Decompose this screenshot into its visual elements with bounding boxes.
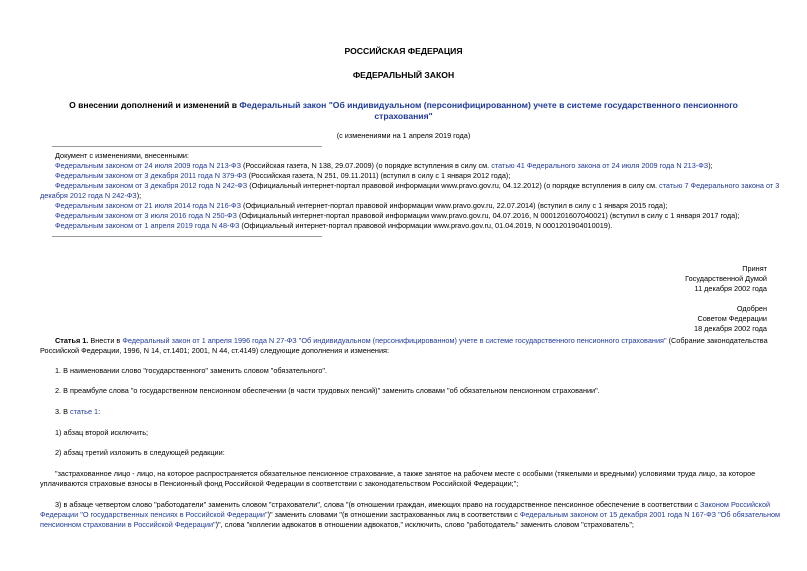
law-title-line2[interactable]: страхования": [374, 111, 433, 121]
subparagraph-3: 3) в абзаце четвертом слово "работодатели" заменить словом "страхователи", слова "(в отношении граждан, имеющих право на государственное пенсионное обеспечение в соответствии с Законом Российской: [55, 500, 771, 509]
law-title-prefix: О внесении дополнений и изменений в: [69, 100, 240, 110]
approved-date: 18 декабря 2002 года: [694, 324, 767, 333]
country-heading: РОССИЙСКАЯ ФЕДЕРАЦИЯ: [344, 46, 463, 56]
paragraph-2: 2. В преамбуле слова "о государственном пенсионном обеспечении (в части трудовых пенсий)" заменить словами "об обязательном пенсионном страховании".: [55, 386, 600, 395]
paragraph-1: 1. В наименовании слово "государственного" заменить словом "обязательного".: [55, 366, 327, 375]
revision-note: (с изменениями на 1 апреля 2019 года): [336, 131, 471, 140]
amendment-link-secondary[interactable]: декабря 2012 года N 242-ФЗ: [40, 191, 137, 200]
law-reference-link[interactable]: Федеральным законом от 15 декабря 2001 года N 167-ФЗ "Об обязательном: [519, 510, 781, 519]
adopted-date: 11 декабря 2002 года: [694, 284, 767, 293]
amendment-link[interactable]: Федеральным законом от 3 декабря 2012 года N 242-ФЗ: [55, 181, 248, 190]
law-reference-link[interactable]: Федеральный закон от 1 апреля 1996 года N 27-ФЗ "Об индивидуальном (персонифицированном) учете в системе государственного пенсионного страхования": [122, 336, 667, 345]
adopted-by: Государственной Думой: [685, 274, 767, 283]
amendment-item: Федеральным законом от 3 декабря 2011 года N 379-ФЗ (Российская газета, N 251, 09.11.2011) (вступил в силу с 1 января 2012 года);: [55, 171, 511, 180]
approved-label: Одобрен: [736, 304, 767, 313]
amendment-link[interactable]: Федеральным законом от 1 апреля 2019 года N 48-ФЗ: [55, 221, 240, 230]
amendment-link-secondary[interactable]: статью 41 Федерального закона от 24 июля 2009 года N 213-ФЗ: [491, 161, 709, 170]
law-reference-link[interactable]: Федерации "О государственных пенсиях в Российской Федерации": [40, 510, 268, 519]
subparagraph-1: 1) абзац второй исключить;: [55, 428, 149, 437]
doc-type-heading: ФЕДЕРАЛЬНЫЙ ЗАКОН: [352, 70, 455, 80]
amendment-item: Федеральным законом от 3 декабря 2012 года N 242-ФЗ (Официальный интернет-портал правовой информации www.pravo.gov.ru, 04.12.2012) (о порядке вступления в силу см. статью 7 Федерального закона от 3: [55, 181, 780, 190]
amendment-item: Федеральным законом от 21 июля 2014 года N 216-ФЗ (Официальный интернет-портал правовой информации www.pravo.gov.ru, 22.07.2014) (вступил в силу с 1 января 2015 года);: [55, 201, 668, 210]
article-label: Статья 1.: [55, 336, 89, 345]
paragraph-3: 3. В статье 1:: [55, 407, 101, 416]
article-1-heading: Статья 1. Внести в Федеральный закон от 1 апреля 1996 года N 27-ФЗ "Об индивидуальном (персонифицированном) учете в системе государственного пенсионного страхования" (Собрание законодательства: [55, 336, 768, 345]
subparagraph-3-line3: пенсионном страховании в Российской Федерации")", слова "коллегии адвокатов в отношении адвокатов," исключить, слово "работодатель" заменить словом "страхователь";: [40, 520, 634, 529]
article-link[interactable]: статье 1: [70, 407, 99, 416]
quote-line-1: "застрахованное лицо - лицо, на которое распространяется обязательное пенсионное страхование, а также занятое на рабочем месте с особыми (тяжелыми и вредными) условиями труда лицо, за которое: [55, 469, 756, 478]
amendments-intro: Документ с изменениями, внесенными:: [55, 151, 189, 160]
quote-line-2: уплачиваются страховые взносы в Пенсионный фонд Российской Федерации в соответствии с законодательством Российской Федерации;";: [40, 479, 519, 488]
amendment-link[interactable]: Федеральным законом от 21 июля 2014 года N 216-ФЗ: [55, 201, 242, 210]
divider-bottom: [52, 236, 322, 237]
amendment-item-continued: декабря 2012 года N 242-ФЗ);: [40, 191, 142, 200]
subparagraph-2: 2) абзац третий изложить в следующей редакции:: [55, 448, 225, 457]
divider-top: [52, 146, 322, 147]
amendment-link[interactable]: Федеральным законом от 3 июля 2016 года N 250-ФЗ: [55, 211, 237, 220]
law-reference-link[interactable]: Законом Российской: [700, 500, 771, 509]
adopted-label: Принят: [742, 264, 767, 273]
amendment-link[interactable]: Федеральным законом от 3 декабря 2011 года N 379-ФЗ: [55, 171, 247, 180]
approved-by: Советом Федерации: [697, 314, 767, 323]
amendment-link[interactable]: Федеральным законом от 24 июля 2009 года N 213-ФЗ: [55, 161, 242, 170]
law-title-link[interactable]: Федеральный закон "Об индивидуальном (персонифицированном) учете в системе государственного пенсионного: [239, 100, 738, 110]
subparagraph-3-line2: Федерации "О государственных пенсиях в Российской Федерации")" заменить словами "(в отношении застрахованных лиц в соответствии с Федеральным законом от 15 декабря 2001 года N 167-ФЗ "Об обязательном: [40, 510, 781, 519]
amendment-link-secondary[interactable]: статью 7 Федерального закона от 3: [659, 181, 780, 190]
amendment-item: Федеральным законом от 24 июля 2009 года N 213-ФЗ (Российская газета, N 138, 29.07.2009) (о порядке вступления в силу см. статью 41 Федерального закона от 24 июля 2009 года N 213-ФЗ);: [55, 161, 713, 170]
article-1-line2: Российской Федерации, 1996, N 14, ст.1401; 2001, N 44, ст.4149) следующие дополнения и изменения:: [40, 346, 390, 355]
law-title: [0, 100, 807, 110]
law-reference-link[interactable]: пенсионном страховании в Российской Федерации": [40, 520, 216, 529]
amendment-item: Федеральным законом от 1 апреля 2019 года N 48-ФЗ (Официальный интернет-портал правовой информации www.pravo.gov.ru, 01.04.2019, N 0001201904010019).: [55, 221, 613, 230]
amendment-item: Федеральным законом от 3 июля 2016 года N 250-ФЗ (Официальный интернет-портал правовой информации www.pravo.gov.ru, 04.07.2016, N 0001201607040021) (вступил в силу с 1 января 2017 года);: [55, 211, 740, 220]
